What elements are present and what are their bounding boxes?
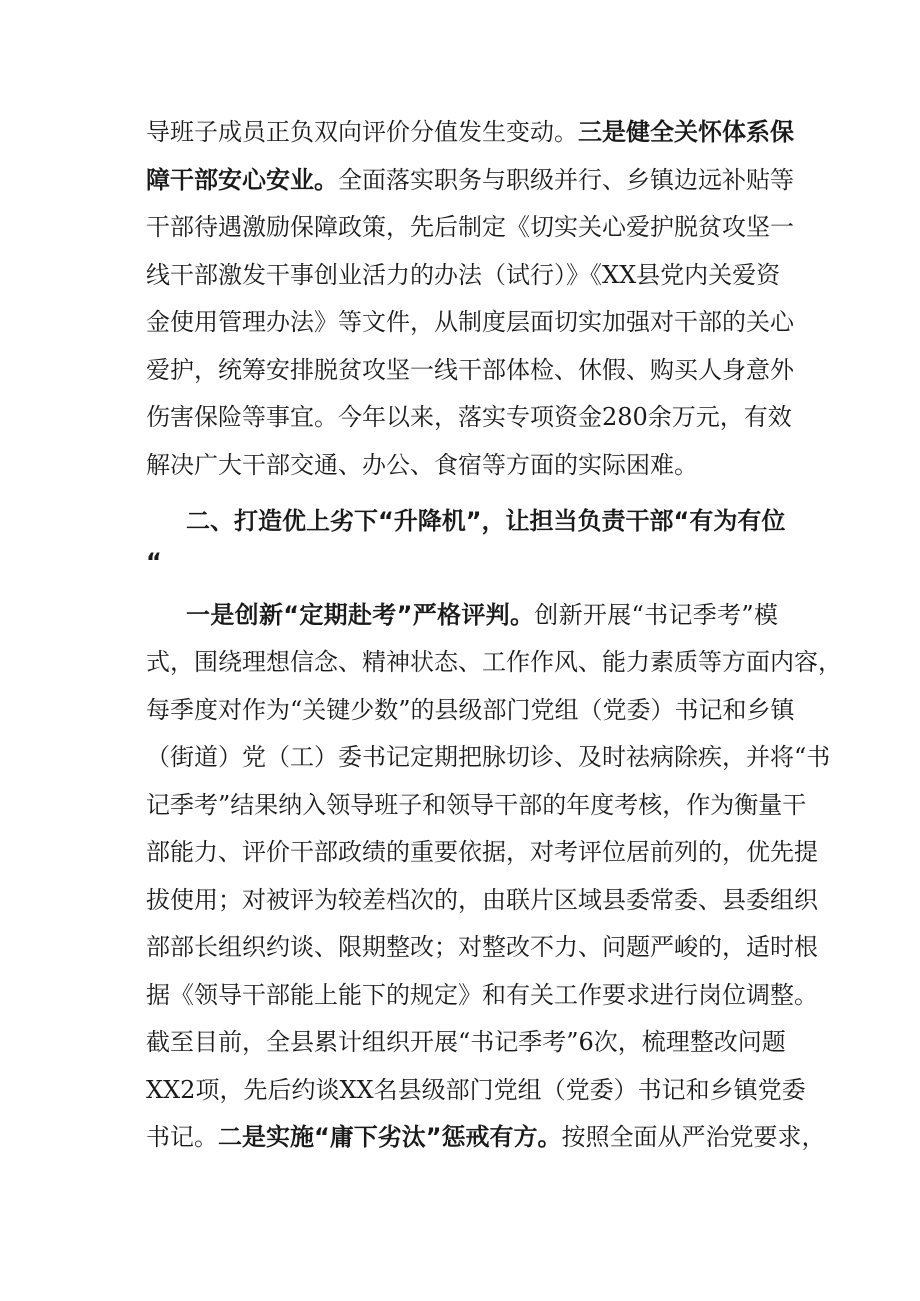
body-text: 创新开展“书记季考”模: [534, 601, 778, 629]
body-text: 书记。: [146, 1123, 218, 1151]
paragraph-line: 干部待遇激励保障政策，先后制定《切实关心爱护脱贫攻坚一: [146, 213, 794, 241]
paragraph-line: 解决广大干部交通、办公、食宿等方面的实际困难。: [146, 451, 698, 479]
bold-lead-text: 障干部安心安业。: [146, 166, 338, 194]
paragraph-line: 据《领导干部能上能下的规定》和有关工作要求进行岗位调整。: [146, 981, 818, 1009]
section-heading-continuation: “: [146, 548, 162, 576]
paragraph-line: 拔使用；对被评为较差档次的，由联片区域县委常委、县委组织: [146, 886, 818, 914]
body-text: 按照全面从严治党要求，: [561, 1123, 826, 1151]
paragraph-line: XX2项，先后约谈XX名县级部门党组（党委）书记和乡镇党委: [146, 1076, 806, 1104]
paragraph-line: 爱护，统筹安排脱贫攻坚一线干部体检、休假、购买人身意外: [146, 356, 794, 384]
paragraph-line: 部能力、评价干部政绩的重要依据，对考评位居前列的，优先提: [146, 838, 818, 866]
paragraph-line: 金使用管理办法》等文件，从制度层面切实加强对干部的关心: [146, 308, 794, 336]
paragraph-line: [186, 595, 778, 635]
paragraph-line: 截至目前，全县累计组织开展“书记季考”6次，梳理整改问题: [146, 1028, 786, 1056]
body-text: 导班子成员正负双向评价分值发生变动。: [146, 118, 578, 146]
bold-lead-text: 二是实施“庸下劣汰”惩戒有方。: [218, 1123, 562, 1151]
paragraph-line: [146, 160, 794, 200]
paragraph-line: 伤害保险等事宜。今年以来，落实专项资金280余万元，有效: [146, 403, 792, 431]
paragraph-line: 每季度对作为“关键少数”的县级部门党组（党委）书记和乡镇: [146, 696, 795, 724]
paragraph-line: [146, 1117, 826, 1157]
paragraph-line: [146, 112, 794, 152]
bold-lead-text: 三是健全关怀体系保: [578, 118, 794, 146]
paragraph-line: （街道）党（工）委书记定期把脉切诊、及时祛病除疾，并将“书: [146, 743, 831, 771]
paragraph-line: 记季考”结果纳入领导班子和领导干部的年度考核，作为衡量干: [146, 791, 807, 819]
paragraph-line: 线干部激发干事创业活力的办法（试行）》《XX县党内关爱资: [146, 261, 781, 289]
section-heading: 二、打造优上劣下“升降机”，让担当负责干部“有为有位: [186, 507, 786, 535]
paragraph-line: 部部长组织约谈、限期整改；对整改不力、问题严峻的，适时根: [146, 933, 818, 961]
paragraph-line: 式，围绕理想信念、精神状态、工作作风、能力素质等方面内容，: [146, 648, 842, 676]
bold-lead-text: 一是创新“定期赴考”严格评判。: [186, 601, 535, 629]
body-text: 全面落实职务与职级并行、乡镇边远补贴等: [338, 166, 794, 194]
